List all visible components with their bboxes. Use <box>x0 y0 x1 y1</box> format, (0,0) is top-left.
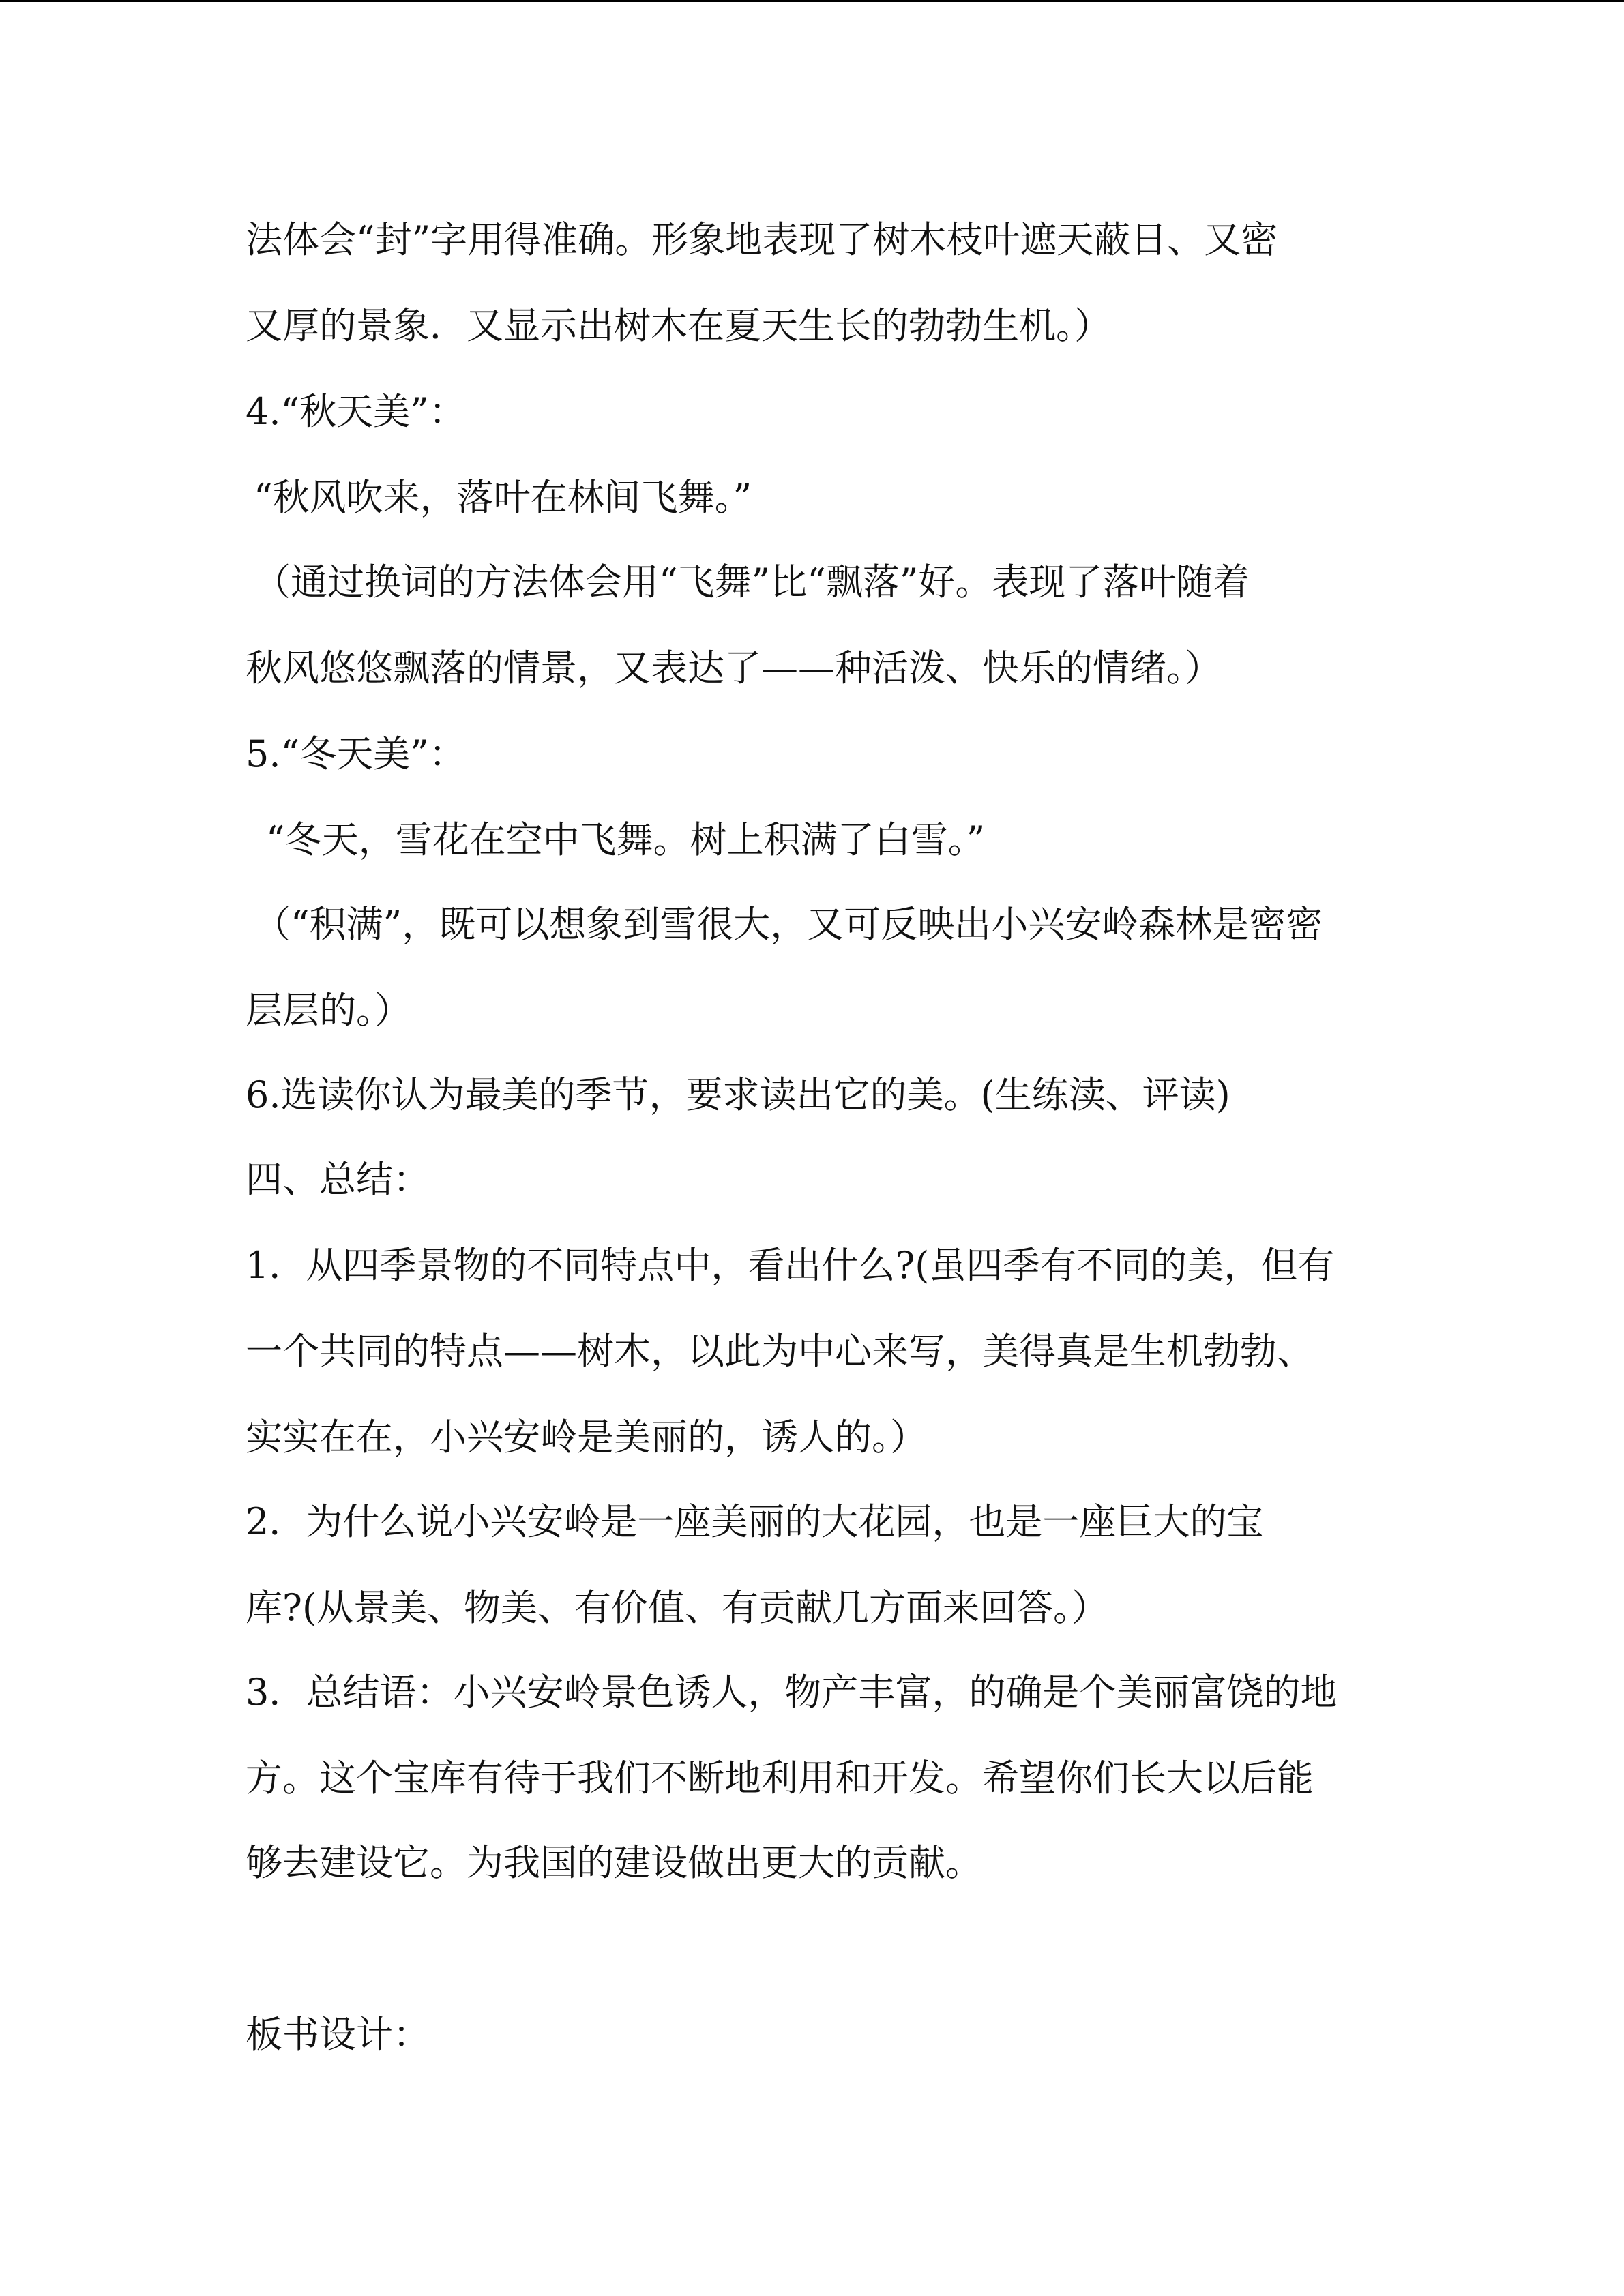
text-line: 层层的。） <box>246 989 411 1032</box>
text-line: 4.“秋天美”： <box>246 390 466 433</box>
text-line: 2．为什么说小兴安岭是一座美丽的大花园，也是一座巨大的宝 <box>246 1500 1264 1543</box>
text-line: 1．从四季景物的不同特点中，看出什么?(虽四季有不同的美，但有 <box>246 1244 1335 1287</box>
text-line: （“积满”，既可以想象到雪很大，又可反映出小兴安岭森林是密密 <box>254 903 1323 946</box>
section-heading: 板书设计： <box>246 2013 430 2056</box>
text-line: “秋风吹来，落叶在林间飞舞。” <box>254 476 752 519</box>
text-line: “冬天，雪花在空中飞舞。树上积满了白雪。” <box>266 818 986 861</box>
text-line: 法体会“封”字用得准确。形象地表现了树木枝叶遮天蔽日、又密 <box>246 218 1278 261</box>
text-line: 又厚的景象．又显示出树木在夏天生长的勃勃生机。） <box>246 304 1111 347</box>
text-line: 一个共同的特点——树木，以此为中心来写，美得真是生机勃勃、 <box>246 1330 1314 1373</box>
text-line: 6.选读你认为最美的季节，要求读出它的美。(生练渎、评读) <box>246 1073 1230 1116</box>
text-line: 5.“冬天美”： <box>246 732 466 775</box>
text-line: 够去建设它。为我国的建设做出更大的贡献。 <box>246 1841 982 1884</box>
text-line: 方。这个宝库有待于我们不断地利用和开发。希望你们长大以后能 <box>246 1757 1314 1800</box>
text-line: 3．总结语：小兴安岭景色诱人，物产丰富，的确是个美丽富饶的地 <box>246 1671 1338 1714</box>
text-line: 库?(从景美、物美、有价值、有贡献几方面来回答。） <box>246 1586 1109 1629</box>
text-line: 实实在在，小兴安岭是美丽的，诱人的。） <box>246 1416 927 1459</box>
text-line: 秋风悠悠飘落的情景，又表达了——种活泼、快乐的情绪。） <box>246 646 1222 689</box>
section-heading: 四、总结： <box>246 1158 430 1201</box>
text-line: （通过换词的方法体会用“飞舞”比“飘落”好。表现了落叶随着 <box>254 561 1250 603</box>
